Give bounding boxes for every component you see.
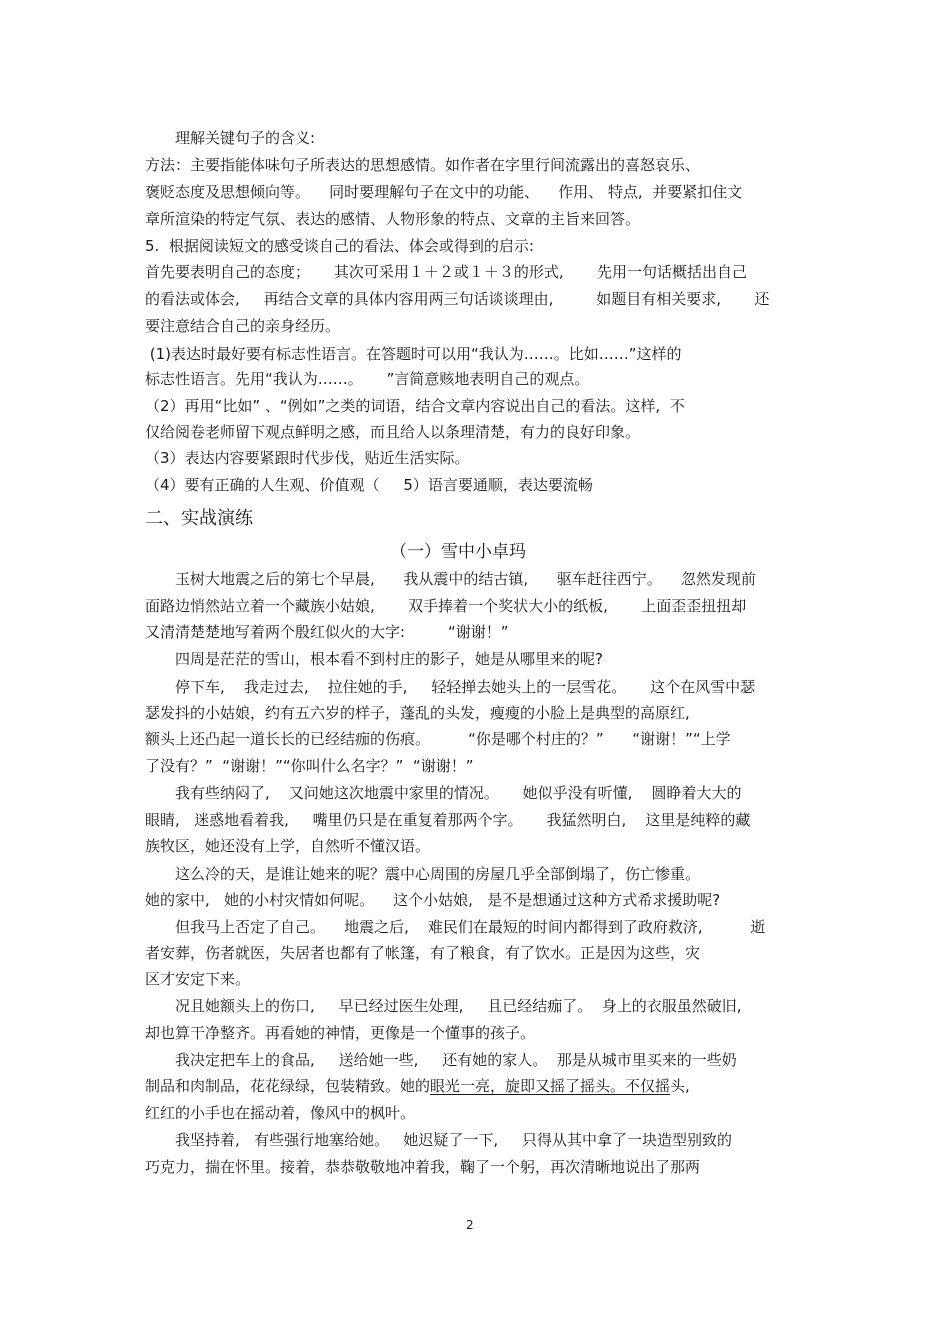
story-line: 我有些纳闷了, 又问她这次地震中家里的情况。 她似乎没有听懂, 圆睁着大大的 bbox=[145, 784, 742, 802]
point-1-line-2: 标志性语言。先用“我认为……。 ”言简意赅地表明自己的观点。 bbox=[145, 370, 590, 388]
underlined-phrase: 眼光一亮，旋即又摇了摇头。不仅摇 bbox=[430, 1077, 671, 1095]
story-line: 面路边悄然站立着一个藏族小姑娘, 双手捧着一个奖状大小的纸板, 上面歪歪扭扭却 bbox=[145, 597, 747, 615]
point-3: （3）表达内容要紧跟时代步伐，贴近生活实际。 bbox=[145, 449, 470, 467]
point-2-line-2: 仅给阅卷老师留下观点鲜明之感，而且给人以条理清楚，有力的良好印象。 bbox=[145, 423, 641, 441]
practice-heading: 二、实战演练 bbox=[145, 508, 253, 529]
story-line: 巧克力，揣在怀里。接着，恭恭敬敬地冲着我，鞠了一个躬，再次清晰地说出了那两 bbox=[145, 1158, 701, 1176]
section5-line-2: 的看法或体会, 再结合文章的具体内容用两三句话谈谈理由, 如题目有相关要求, 还 bbox=[145, 290, 770, 308]
story-line: 却也算干净整齐。再看她的神情，更像是一个懂事的孩子。 bbox=[145, 1024, 536, 1042]
story-line: 瑟发抖的小姑娘，约有五六岁的样子，蓬乱的头发，瘦瘦的小脸上是典型的高原红, bbox=[145, 704, 690, 722]
method-line-1: 方法：主要指能体味句子所表达的思想感情。如作者在字里行间流露出的喜怒哀乐、 bbox=[145, 156, 701, 174]
story-line: 停下车, 我走过去, 拉住她的手, 轻轻掸去她头上的一层雪花。 这个在风雪中瑟 bbox=[145, 678, 756, 696]
point-2-line-1: （2）再用“比如” 、“例如”之类的词语，结合文章内容说出自己的看法。这样, 不 bbox=[145, 397, 685, 415]
page-number: 2 bbox=[466, 1218, 474, 1232]
story-line: 额头上还凸起一道长长的已经结痂的伤痕。 “你是哪个村庄的？” “谢谢！”“上学 bbox=[145, 730, 731, 748]
story-line: 这么冷的天，是谁让她来的呢？震中心周围的房屋几乎全部倒塌了，伤亡惨重。 bbox=[145, 865, 701, 883]
story-line: 我坚持着, 有些强行地塞给她。 她迟疑了一下, 只得从其中拿了一块造型别致的 bbox=[145, 1131, 732, 1149]
story-text: 头, bbox=[670, 1077, 690, 1095]
method-line-2: 褒贬态度及思想倾向等。 同时要理解句子在文中的功能、 作用、 特点, 并要紧扣住文 bbox=[145, 183, 743, 201]
story-line: 者安葬，伤者就医，失居者也都有了帐篷，有了粮食，有了饮水。正是因为这些，灾 bbox=[145, 944, 701, 962]
key-sentence-heading: 理解关键句子的含义: bbox=[175, 129, 316, 147]
section5-heading: 5. 根据阅读短文的感受谈自己的看法、体会或得到的启示: bbox=[145, 237, 534, 255]
story-line: 四周是茫茫的雪山，根本看不到村庄的影子，她是从哪里来的呢? bbox=[145, 650, 603, 668]
story-line: 区才安定下来。 bbox=[145, 970, 251, 988]
story-line: 红红的小手也在摇动着，像风中的枫叶。 bbox=[145, 1104, 416, 1122]
story-line: 眼睛, 迷惑地看着我, 嘴里仍只是在重复着那两个字。 我猛然明白, 这里是纯粹的藏 bbox=[145, 811, 751, 829]
story-line: 况且她额头上的伤口, 早已经过医生处理, 且已经结痂了。 身上的衣服虽然破旧, bbox=[145, 997, 742, 1015]
story-line: 但我马上否定了自己。 地震之后, 难民们在最短的时间内都得到了政府救济, 逝 bbox=[145, 918, 766, 936]
point-4-5: （4）要有正确的人生观、价值观（ 5）语言要通顺，表达要流畅 bbox=[145, 476, 593, 494]
story-text: 制品和肉制品，花花绿绿，包装精致。她的 bbox=[145, 1077, 431, 1095]
method-line-3: 章所渲染的特定气氛、表达的感情、人物形象的特点、文章的主旨来回答。 bbox=[145, 210, 641, 228]
story-line: 玉树大地震之后的第七个早晨, 我从震中的结古镇, 驱车赶往西宁。 忽然发现前 bbox=[145, 570, 756, 588]
story-title: （一）雪中小卓玛 bbox=[390, 542, 526, 562]
story-line: 我决定把车上的食品, 送给她一些, 还有她的家人。 那是从城市里买来的一些奶 bbox=[145, 1051, 737, 1069]
story-line-with-underline bbox=[145, 1076, 690, 1096]
section5-line-1: 首先要表明自己的态度； 其次可采用１＋２或１＋３的形式, 先用一句话概括出自己 bbox=[145, 263, 747, 281]
story-line: 她的家中, 她的小村灾情如何呢。 这个小姑娘, 是不是想通过这种方式希求援助呢? bbox=[145, 891, 721, 909]
story-line: 又清清楚楚地写着两个殷红似火的大字: “谢谢！” bbox=[145, 623, 509, 641]
story-line: 族牧区，她还没有上学，自然听不懂汉语。 bbox=[145, 837, 431, 855]
story-line: 了没有？” “谢谢！”“你叫什么名字？” “谢谢！” bbox=[145, 757, 474, 775]
point-1-line-1: (1)表达时最好要有标志性语言。在答题时可以用“我认为……。比如……”这样的 bbox=[145, 345, 682, 363]
section5-line-3: 要注意结合自己的亲身经历。 bbox=[145, 317, 341, 335]
